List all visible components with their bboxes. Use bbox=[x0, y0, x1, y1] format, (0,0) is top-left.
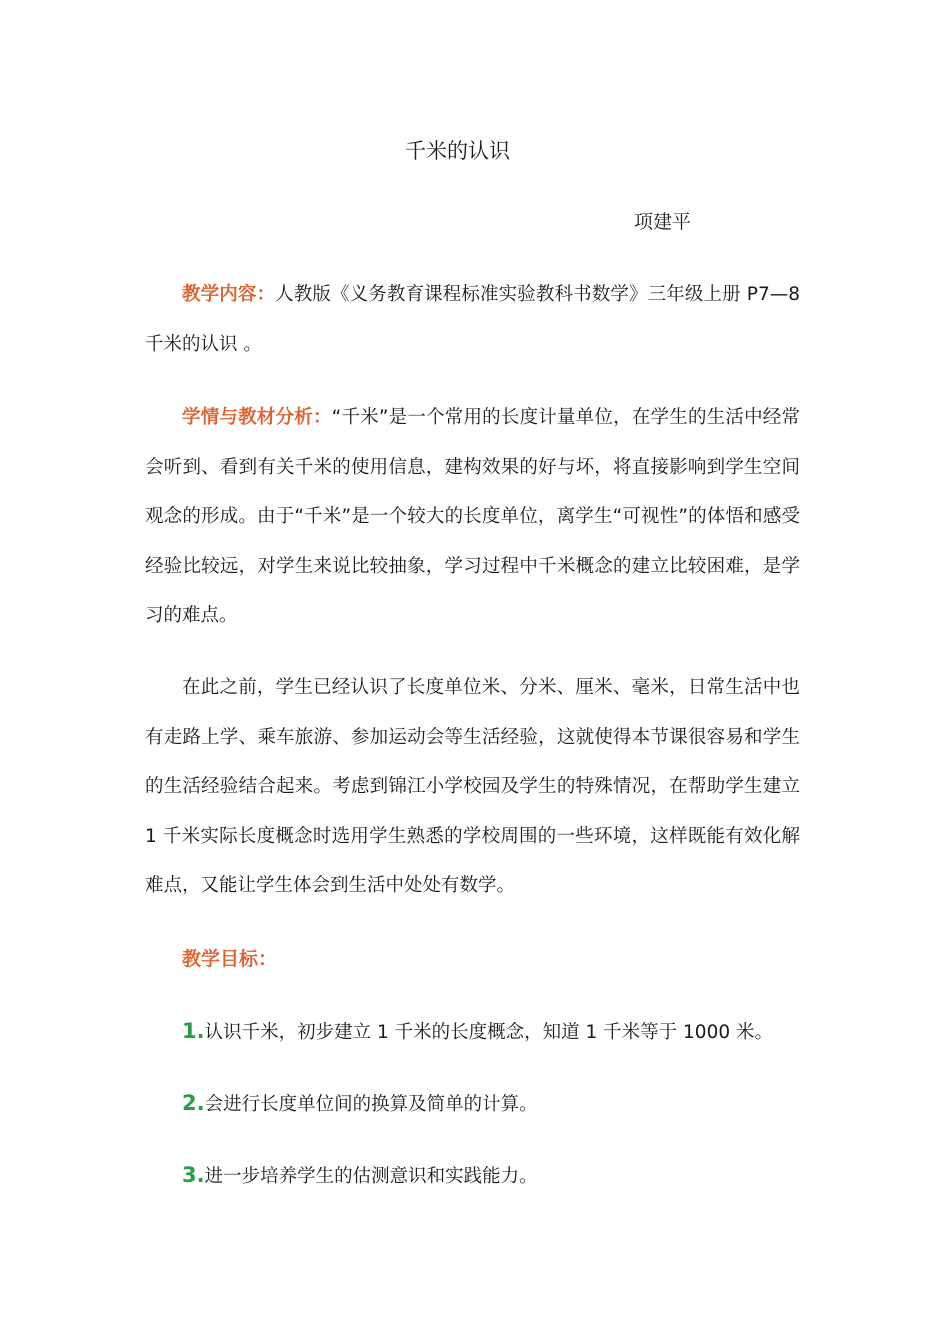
goals-heading: 教学目标： bbox=[182, 948, 278, 970]
goal-item bbox=[182, 1013, 773, 1051]
document-title: 千米的认识 bbox=[405, 139, 510, 163]
goal-text: 会进行长度单位间的换算及简单的计算。 bbox=[204, 1094, 538, 1115]
goal-number: 2. bbox=[182, 1091, 205, 1115]
goal-item bbox=[182, 1085, 538, 1123]
content-label: 教学内容： bbox=[182, 284, 276, 305]
goal-number: 3. bbox=[182, 1163, 205, 1187]
content-paragraph bbox=[145, 270, 800, 369]
author-name: 项建平 bbox=[634, 211, 692, 233]
goal-number: 1. bbox=[182, 1019, 205, 1043]
analysis-label: 学情与教材分析： bbox=[182, 407, 332, 428]
goal-text: 进一步培养学生的估测意识和实践能力。 bbox=[204, 1166, 538, 1187]
analysis-text: “千米”是一个常用的长度计量单位，在学生的生活中经常会听到、看到有关千米的使用信息，建构效果的好与坏，将直接影响到学生空间观念的形成。由于“千米”是一个较大的长度单位，离学生“可视性”的体悟和感受经验比较远，对学生来说比较抽象，学习过程中千米概念的建立比较困难，是学习的难点。 bbox=[145, 407, 800, 626]
goal-text: 认识千米，初步建立 1 千米的长度概念，知道 1 千米等于 1000 米。 bbox=[204, 1022, 774, 1043]
content-text: 人教版《义务教育课程标准实验教科书数学》三年级上册 P7—8 千米的认识 。 bbox=[145, 284, 800, 355]
goal-item bbox=[182, 1157, 538, 1195]
analysis-paragraph bbox=[145, 393, 800, 641]
context-paragraph: 在此之前，学生已经认识了长度单位米、分米、厘米、毫米，日常生活中也有走路上学、乘车旅游、参加运动会等生活经验，这就使得本节课很容易和学生的生活经验结合起来。考虑到锦江小学校园及学生的特殊情况，在帮助学生建立 1 千米实际长度概念时选用学生熟悉的学校周围的一些环境，这样既能有效化解难点，又能让学生体会到生活中处处有数学。 bbox=[145, 677, 800, 896]
